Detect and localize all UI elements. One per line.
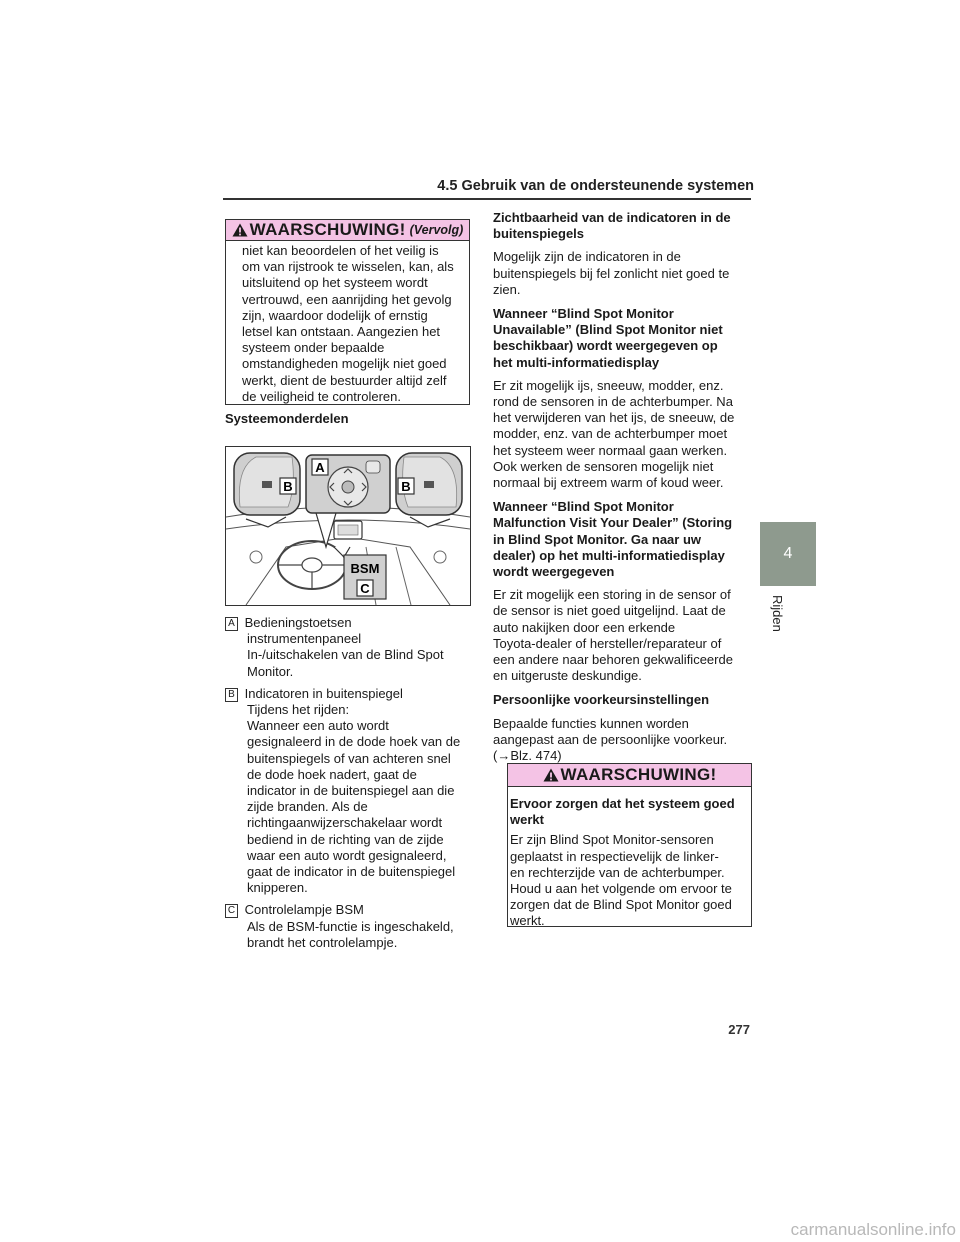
component-line: de dode hoek nadert, gaat de: [247, 766, 417, 782]
warning-line: geplaatst in respectievelijk de linker-: [510, 848, 719, 864]
figure-label-a: A: [315, 460, 325, 475]
section-line: het verwijderen van het ijs, de sneeuw, de: [493, 410, 735, 426]
warning-line: uitsluitend op het systeem wordt: [242, 275, 428, 291]
warning-box-continued: [225, 219, 470, 405]
section-heading: Unavailable” (Blind Spot Monitor niet: [493, 322, 723, 338]
warning-line: werkt.: [510, 913, 545, 929]
component-line: gaat de indicator in de buitenspiegel: [247, 864, 456, 880]
component-title: Bedieningstoetsen: [244, 615, 352, 630]
chapter-tab[interactable]: [760, 522, 816, 586]
warning-line: de veiligheid te controleren.: [242, 388, 401, 404]
letter-box-a: A: [225, 617, 238, 631]
component-line: Monitor.: [247, 663, 294, 679]
section-heading: in Blind Spot Monitor. Ga naar uw: [493, 531, 701, 547]
section-line: een andere naar behoren gekwalificeerde: [493, 652, 733, 668]
component-line: brandt het controlelampje.: [247, 934, 398, 950]
warning-triangle-icon: [232, 223, 248, 237]
section-line: rond de sensoren in de achterbumper. Na: [493, 394, 733, 410]
section-unavailable: [493, 306, 753, 491]
section-heading: Wanneer “Blind Spot Monitor: [493, 499, 674, 515]
warning-line: niet kan beoordelen of het veilig is: [242, 243, 439, 258]
section-line: aangepast aan de persoonlijke voorkeur.: [493, 731, 728, 747]
component-line: zijde branden. Als de: [247, 799, 368, 815]
section-line: modder, enz. van de achterbumper moet: [493, 426, 728, 442]
letter-box-c: C: [225, 904, 238, 918]
warning-line: vertrouwd, een aanrijding het gevolg: [242, 291, 452, 307]
chapter-number: 4: [783, 545, 793, 562]
warning-title: WAARSCHUWING!: [249, 220, 406, 239]
section-line: auto nakijken door een erkende: [493, 619, 676, 635]
section-line: het systeem weer normaal gaan werken.: [493, 442, 728, 458]
section-line: normaal bij extreem warm of koud weer.: [493, 475, 724, 491]
watermark: carmanualsonline.info: [790, 1220, 956, 1239]
warning-line: systeem onder bepaalde: [242, 340, 385, 356]
figure-label-b-left: B: [283, 479, 293, 494]
warning-line: zijn, waardoor dodelijk of ernstig: [242, 307, 428, 323]
component-line: richtingaanwijzerschakelaar wordt: [247, 815, 443, 831]
dashboard-drawing: [226, 447, 470, 605]
section-heading-components: Systeemonderdelen: [225, 411, 349, 426]
component-title: Indicatoren in buitenspiegel: [244, 685, 403, 701]
header-rule: [223, 198, 751, 200]
warning-line: werkt, dient de bestuurder altijd zelf: [242, 372, 447, 388]
warning-title: WAARSCHUWING!: [560, 765, 717, 784]
warning-line: letsel kan ontstaan. Aangezien het: [242, 324, 441, 340]
section-heading: wordt weergegeven: [493, 564, 615, 580]
section-line: buitenspiegels bij fel zonlicht niet goed te: [493, 265, 730, 281]
warning-subheading: Ervoor zorgen dat het systeem goed: [510, 796, 735, 811]
warning-subheading: werkt: [510, 812, 544, 828]
section-heading: Persoonlijke voorkeursinstellingen: [493, 692, 710, 708]
component-line: In-/uitschakelen van de Blind Spot: [247, 647, 444, 663]
page-number: 277: [728, 1022, 750, 1037]
section-line: Ook werken de sensoren mogelijk niet: [493, 458, 714, 474]
section-line: Er zit mogelijk een storing in de sensor of: [493, 587, 731, 603]
component-item-c: [225, 902, 470, 951]
warning-line: Houd u aan het volgende om ervoor te: [510, 881, 732, 897]
component-title: Controlelampje BSM: [244, 902, 364, 918]
letter-box-b: B: [225, 688, 238, 702]
running-header: 4.5 Gebruik van de ondersteunende systemen: [437, 178, 754, 194]
component-line: buitenspiegels of van achteren snel: [247, 750, 451, 766]
component-item-a: [225, 615, 470, 680]
section-heading: dealer) op het multi-informatiedisplay: [493, 547, 725, 563]
section-line: Bepaalde functies kunnen worden: [493, 715, 689, 731]
section-preferences: [493, 692, 753, 764]
section-heading: Malfunction Visit Your Dealer” (Storing: [493, 515, 733, 531]
section-line: de sensor is niet goed uitgelijnd. Laat de: [493, 603, 726, 619]
figure-bsm-text: BSM: [350, 561, 380, 576]
section-line: Mogelijk zijn de indicatoren in de: [493, 249, 681, 265]
component-line: knipperen.: [247, 880, 308, 896]
chapter-label: Rijden: [770, 595, 785, 632]
warning-triangle-icon: [543, 768, 559, 782]
section-line: Er zit mogelijk ijs, sneeuw, modder, enz.: [493, 377, 724, 393]
section-malfunction: [493, 499, 753, 684]
warning-box: [507, 763, 752, 927]
section-line: Toyota-dealer of hersteller/reparateur of: [493, 635, 722, 651]
section-line: zien.: [493, 281, 521, 297]
section-visibility: [493, 210, 753, 298]
component-line: Wanneer een auto wordt: [247, 718, 389, 734]
warning-line: Er zijn Blind Spot Monitor-sensoren: [510, 832, 714, 848]
component-list: [225, 615, 470, 951]
section-heading: Wanneer “Blind Spot Monitor: [493, 306, 674, 322]
warning-header: [508, 764, 751, 787]
component-line: instrumentenpaneel: [247, 631, 362, 647]
section-line: en uitgeruste deskundige.: [493, 668, 642, 684]
component-line: indicator in de buitenspiegel aan die: [247, 783, 455, 799]
page-reference-link[interactable]: (→Blz. 474): [493, 748, 562, 764]
figure-label-c: C: [360, 581, 370, 596]
component-line: gesignaleerd in de dode hoek van de: [247, 734, 461, 750]
section-heading: Zichtbaarheid van de indicatoren in de: [493, 210, 731, 225]
warning-line: en rechterzijde van de achterbumper.: [510, 864, 725, 880]
dashboard-illustration: [225, 446, 471, 606]
component-item-b: [225, 686, 470, 897]
component-line: waar een auto wordt gesignaleerd,: [247, 847, 447, 863]
section-heading: beschikbaar) wordt weergegeven op: [493, 338, 718, 354]
component-line: bediend in de richting van de zijde: [247, 831, 444, 847]
warning-line: omstandigheden mogelijk niet goed: [242, 356, 447, 372]
warning-header: [226, 220, 469, 241]
component-line: Als de BSM-functie is ingeschakeld,: [247, 918, 454, 934]
section-heading: buitenspiegels: [493, 226, 585, 242]
warning-continued-label: (Vervolg): [409, 223, 464, 237]
component-line: Tijdens het rijden:: [247, 702, 350, 718]
right-column: [493, 210, 753, 764]
section-heading: het multi-informatiedisplay: [493, 354, 660, 370]
figure-label-b-right: B: [401, 479, 411, 494]
warning-line: om van rijstrook te wisselen, kan, als: [242, 259, 454, 275]
warning-line: zorgen dat de Blind Spot Monitor goed: [510, 897, 732, 913]
